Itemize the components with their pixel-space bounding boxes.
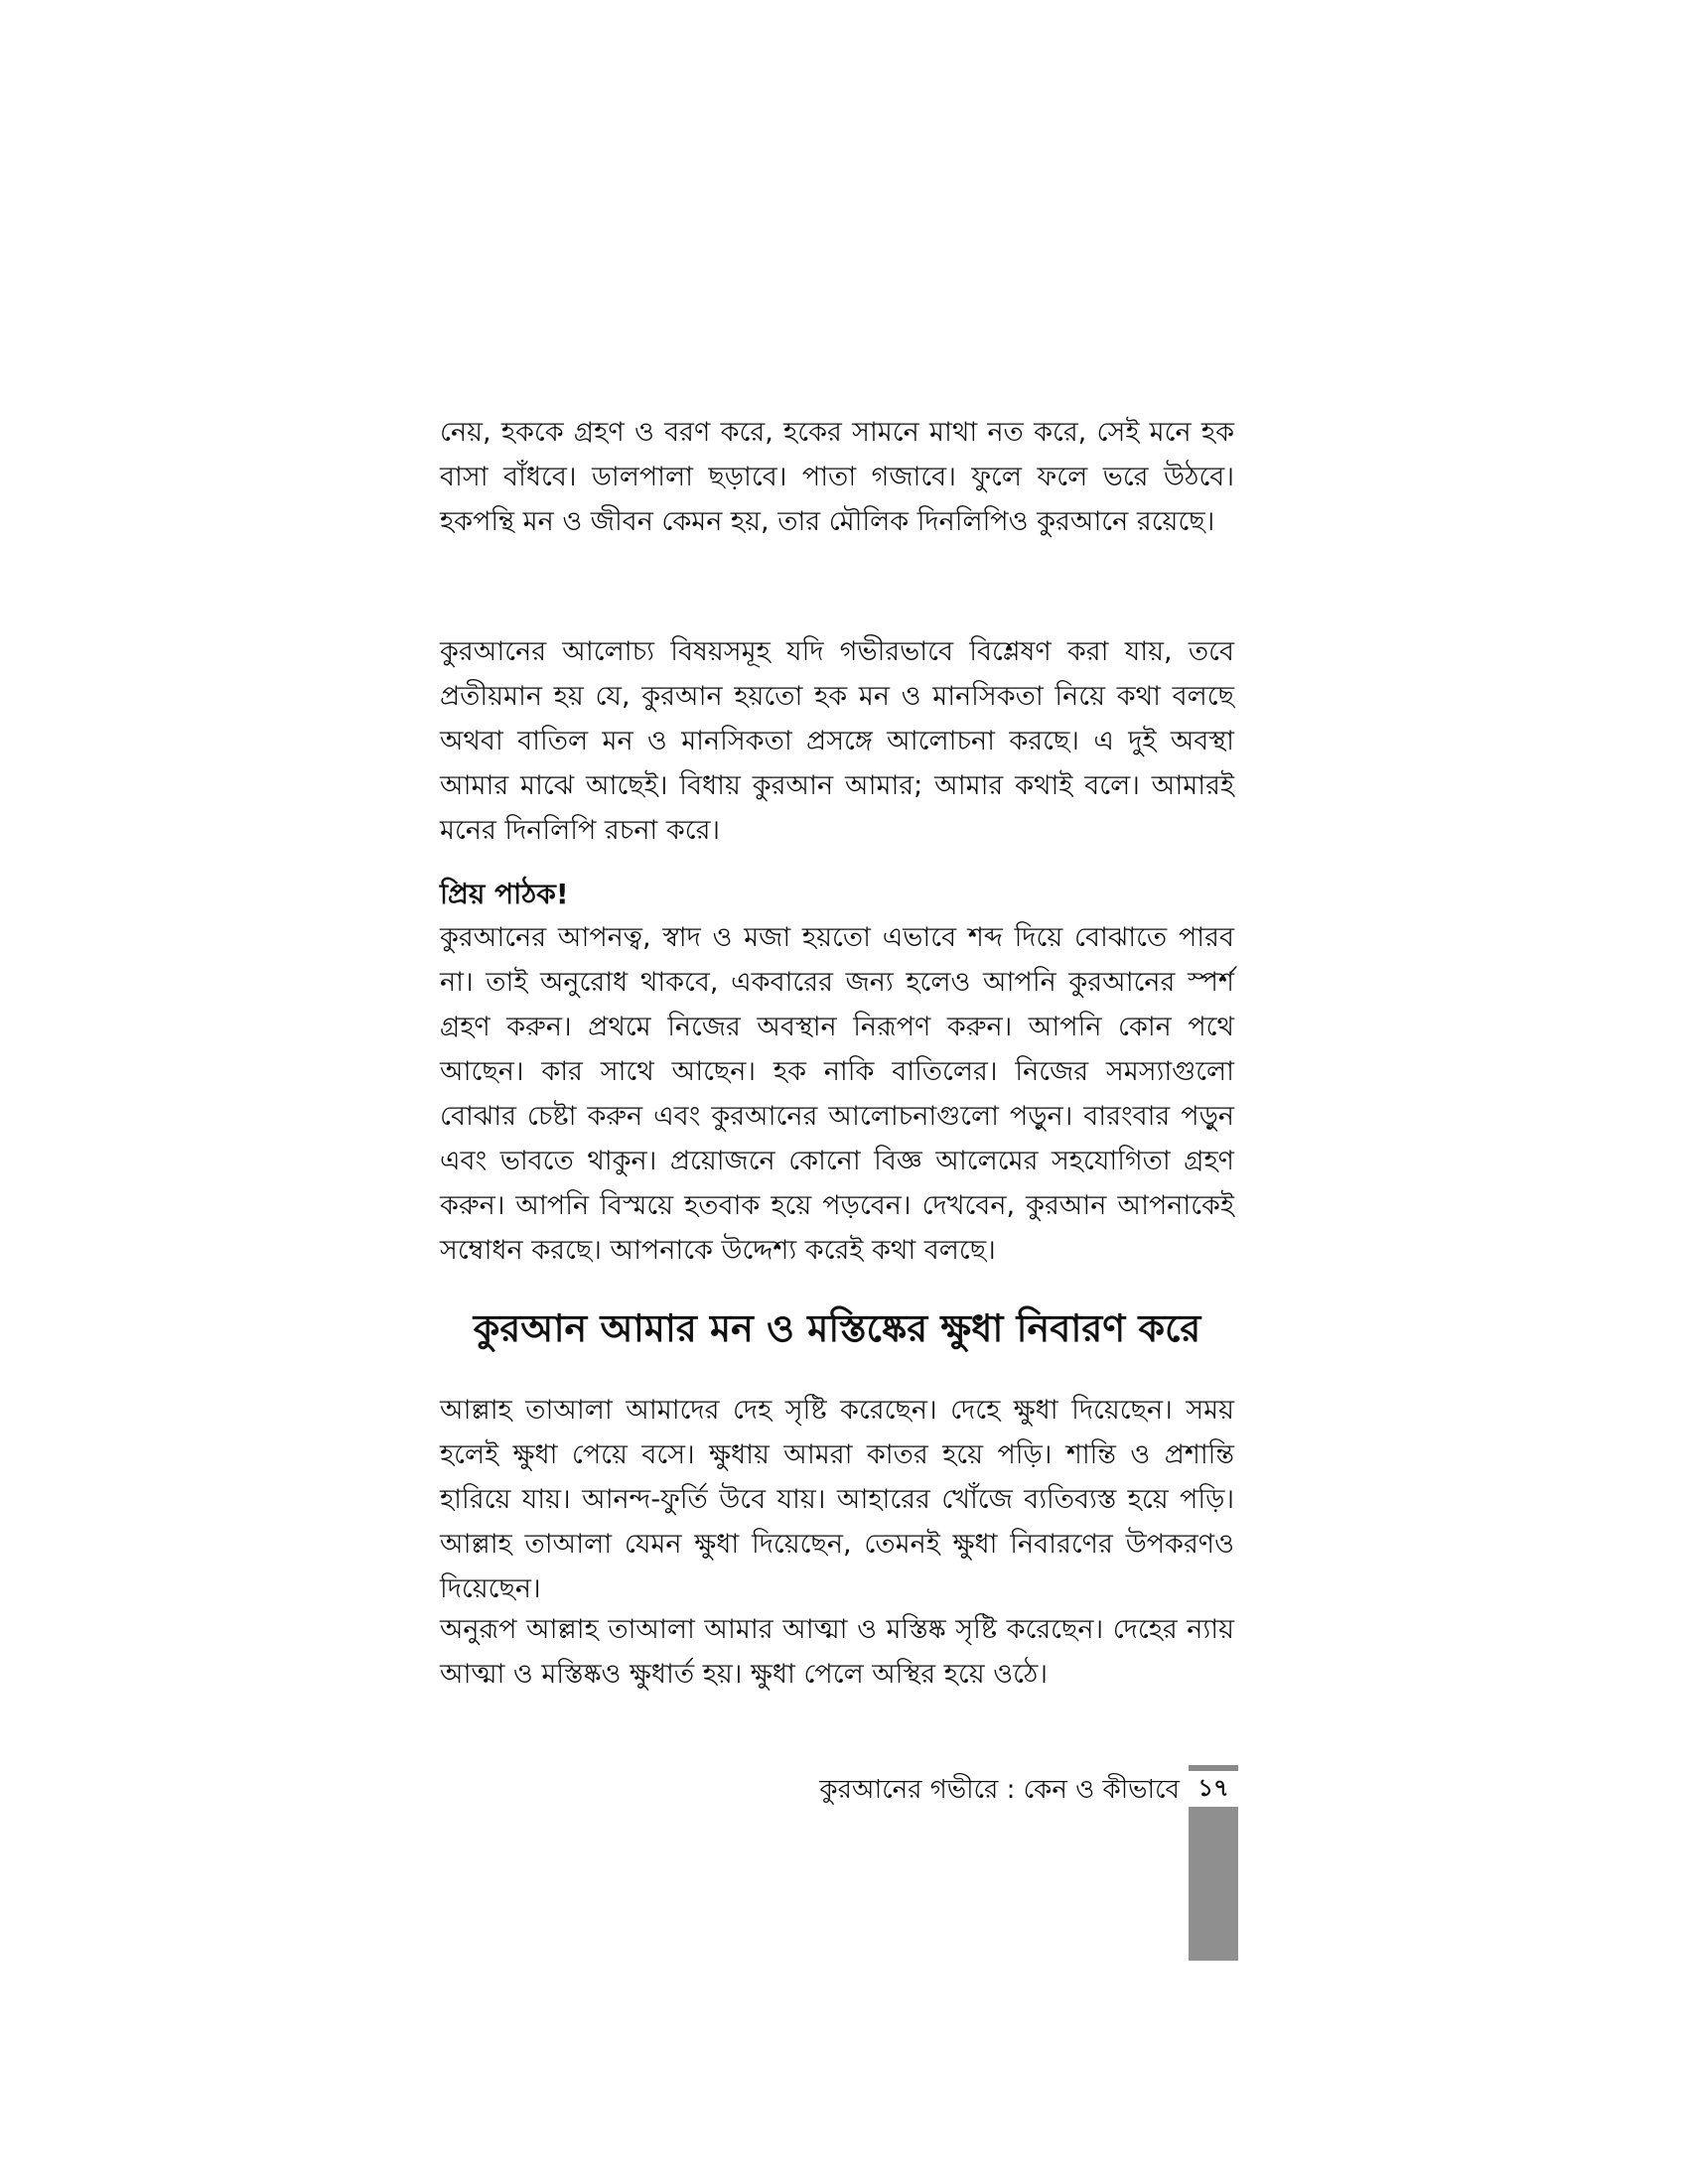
body-paragraph: নেয়, হককে গ্রহণ ও বরণ করে, হকের সামনে মাথা নত করে, সেই মনে হক বাসা বাঁধবে। ডালপালা ছড়াবে। পাতা গজাবে। ফুলে ফলে ভরে উঠবে। হকপন্থি মন ও জীবন কেমন হয়, তার মৌলিক দিনলিপিও কুরআনে রয়েছে। — [440, 417, 1234, 537]
body-paragraph: কুরআনের আলোচ্য বিষয়সমূহ যদি গভীরভাবে বিশ্লেষণ করা যায়, তবে প্রতীয়মান হয় যে, কুরআন হয়তো হক মন ও মানসিকতা নিয়ে কথা বলছে অথবা বাতিল মন ও মানসিকতা প্রসঙ্গে আলোচনা করছে। এ দুই অবস্থা আমার মাঝে আছেই। বিধায় কুরআন আমার; আমার কথাই বলে। আমারই মনের দিনলিপি রচনা করে। — [440, 636, 1234, 846]
page-number: ১৭ — [1189, 1765, 1238, 1805]
body-paragraph: অনুরূপ আল্লাহ তাআলা আমার আত্মা ও মস্তিষ্ক সৃষ্টি করেছেন। দেহের ন্যায় আত্মা ও মস্তিষ্কও ক্ষুধার্ত হয়। ক্ষুধা পেলে অস্থির হয়ে ওঠে। — [440, 1614, 1234, 1690]
page-edge-bar — [1189, 1807, 1238, 1961]
section-heading: কুরআন আমার মন ও মস্তিষ্কের ক্ষুধা নিবারণ করে — [473, 1306, 1201, 1350]
body-paragraph: কুরআনের আপনত্ব, স্বাদ ও মজা হয়তো এভাবে শব্দ দিয়ে বোঝাতে পারব না। তাই অনুরোধ থাকবে, একবারের জন্য হলেও আপনি কুরআনের স্পর্শ গ্রহণ করুন। প্রথমে নিজের অবস্থান নিরূপণ করুন। আপনি কোন পথে আছেন। কার সাথে আছেন। হক নাকি বাতিলের। নিজের সমস্যাগুলো বোঝার চেষ্টা করুন এবং কুরআনের আলোচনাগুলো পড়ুন। বারংবার পড়ুন এবং ভাবতে থাকুন। প্রয়োজনে কোনো বিজ্ঞ আলেমের সহযোগিতা গ্রহণ করুন। আপনি বিস্ময়ে হতবাক হয়ে পড়বেন। দেখবেন, কুরআন আপনাকেই সম্বোধন করছে। আপনাকে উদ্দেশ্য করেই কথা বলছে। — [440, 922, 1234, 1266]
body-paragraph: আল্লাহ তাআলা আমাদের দেহ সৃষ্টি করেছেন। দেহে ক্ষুধা দিয়েছেন। সময় হলেই ক্ষুধা পেয়ে বসে। ক্ষুধায় আমরা কাতর হয়ে পড়ি। শান্তি ও প্রশান্তি হারিয়ে যায়। আনন্দ-ফুর্তি উবে যায়। আহারের খোঁজে ব্যতিব্যস্ত হয়ে পড়ি। আল্লাহ তাআলা যেমন ক্ষুধা দিয়েছেন, তেমনই ক্ষুধা নিবারণের উপকরণও দিয়েছেন। — [440, 1395, 1234, 1604]
running-footer-title: কুরআনের গভীরে : কেন ও কীভাবে — [819, 1775, 1180, 1805]
reader-heading: প্রিয় পাঠক! — [440, 878, 569, 910]
